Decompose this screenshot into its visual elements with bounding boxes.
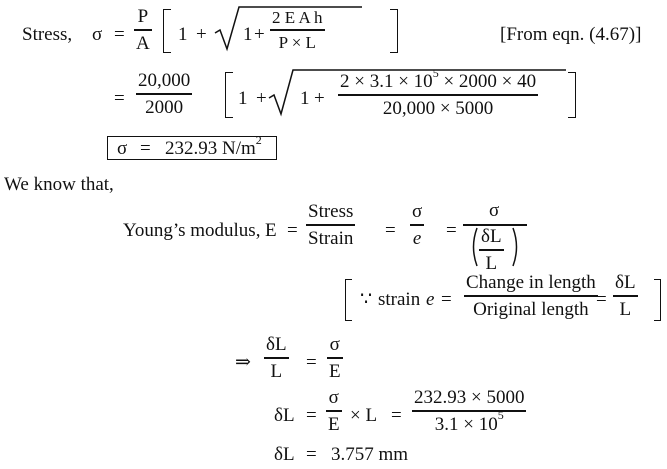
equals-sign: = [596, 289, 607, 310]
delta-l-symbol: δL [274, 405, 295, 426]
fraction-numerator: 20,000 [138, 70, 191, 91]
inner-one-term: 1 [300, 88, 310, 109]
fraction-bar [306, 224, 355, 226]
fraction-bar [136, 93, 192, 95]
equals-sign: = [114, 24, 125, 45]
sigma-symbol: σ [92, 24, 103, 45]
stress-over-strain-fraction [306, 202, 355, 248]
fraction-denominator: e [412, 227, 422, 249]
fraction-denominator: Original length [473, 298, 589, 320]
fraction-denominator: Strain [308, 227, 354, 249]
left-bracket [345, 279, 352, 321]
delta-l-over-l-fraction [479, 227, 504, 273]
we-know-that-text: We know that, [4, 174, 114, 195]
because-symbol: ∵ [360, 289, 373, 310]
stress-label: Stress, [22, 24, 73, 45]
fraction-numerator: σ [328, 387, 339, 408]
fraction-bar [464, 295, 598, 297]
fraction-numerator: Change in length [466, 272, 596, 293]
equals-sign: = [114, 88, 125, 109]
fraction-denominator: L [485, 252, 498, 274]
sigma-over-e-fraction [327, 335, 343, 381]
strain-label: strain [378, 289, 421, 310]
fraction-denominator: 20,000 × 5000 [382, 97, 494, 119]
fraction-bar [338, 94, 538, 96]
fraction-numerator: P [137, 6, 149, 27]
sigma-numerator: σ [489, 200, 500, 221]
stress-value [165, 132, 262, 159]
youngs-modulus-label: Young’s modulus, [123, 220, 261, 241]
fraction-denominator: E [328, 413, 340, 435]
fraction-bar [613, 295, 638, 297]
load-over-area-fraction [136, 71, 192, 117]
fraction-bar [326, 410, 342, 412]
root-fraction [338, 65, 538, 119]
equals-sign: = [287, 220, 298, 241]
fraction-bar [479, 249, 504, 251]
p-over-a-fraction [134, 7, 152, 53]
root-fraction [270, 9, 325, 51]
numerator-part: × 2000 × 40 [438, 71, 537, 92]
numerator-part: 2 × 3.1 × 10 [340, 71, 433, 92]
one-term: 1 [178, 24, 188, 45]
equals-sign: = [441, 289, 452, 310]
numeric-fraction [412, 388, 526, 434]
equals-sign: = [391, 405, 402, 426]
fraction-numerator: Stress [308, 201, 354, 222]
implies-arrow: ⇒ [235, 352, 251, 373]
right-bracket [654, 279, 661, 321]
fraction-denominator: L [270, 360, 283, 382]
one-term: 1 [238, 88, 248, 109]
change-over-original-fraction [464, 273, 598, 319]
fraction-bar [134, 29, 152, 31]
fraction-numerator: σ [412, 201, 423, 222]
equation-reference: [From eqn. (4.67)] [500, 24, 642, 45]
fraction-denominator: A [136, 32, 150, 54]
inner-one-term: 1 [243, 24, 253, 45]
right-bracket [568, 72, 576, 118]
sigma-over-e-fraction [326, 388, 342, 434]
fraction-denominator: E [329, 360, 341, 382]
equals-sign: = [140, 138, 151, 159]
inner-plus-sign: + [254, 24, 265, 45]
fraction-denominator: 2000 [145, 96, 184, 118]
fraction-numerator [338, 65, 538, 92]
equals-sign: = [385, 220, 396, 241]
fraction-denominator: P × L [278, 32, 316, 52]
delta-l-symbol: δL [274, 444, 295, 465]
fraction-numerator: 2 E A h [272, 8, 323, 27]
denominator-part: 3.1 × 10 [434, 413, 498, 435]
fraction-bar [412, 410, 526, 412]
fraction-bar [264, 357, 289, 359]
e-symbol: E [265, 220, 277, 241]
fraction-bar [410, 224, 424, 226]
plus-sign: + [256, 88, 267, 109]
fraction-numerator: 232.93 × 5000 [414, 387, 525, 408]
fraction-numerator: σ [329, 334, 340, 355]
plus-sign: + [196, 24, 207, 45]
left-bracket [163, 9, 171, 53]
sigma-symbol: σ [117, 138, 128, 159]
exponent: 2 [255, 132, 262, 147]
exponent: 5 [432, 65, 439, 80]
delta-l-value: 3.757 mm [331, 444, 409, 465]
equals-sign: = [306, 352, 317, 373]
left-bracket [225, 72, 233, 118]
equals-sign: = [446, 220, 457, 241]
delta-l-over-l-fraction [613, 273, 638, 319]
e-symbol: e [426, 289, 435, 310]
fraction-bar [270, 29, 325, 31]
times-l-term: × L [350, 405, 378, 426]
right-bracket [390, 9, 398, 53]
inner-plus-sign: + [314, 88, 325, 109]
exponent: 5 [497, 408, 504, 423]
sigma-over-e-fraction [410, 202, 424, 248]
fraction-bar [327, 357, 343, 359]
delta-l-over-l-fraction [264, 335, 289, 381]
fraction-numerator: δL [615, 272, 636, 293]
fraction-denominator [433, 408, 506, 435]
equals-sign: = [306, 444, 317, 465]
fraction-numerator: δL [266, 334, 287, 355]
equals-sign: = [306, 405, 317, 426]
fraction-denominator: L [619, 298, 632, 320]
value-text: 232.93 N/m [165, 138, 256, 159]
fraction-numerator: δL [481, 226, 502, 247]
